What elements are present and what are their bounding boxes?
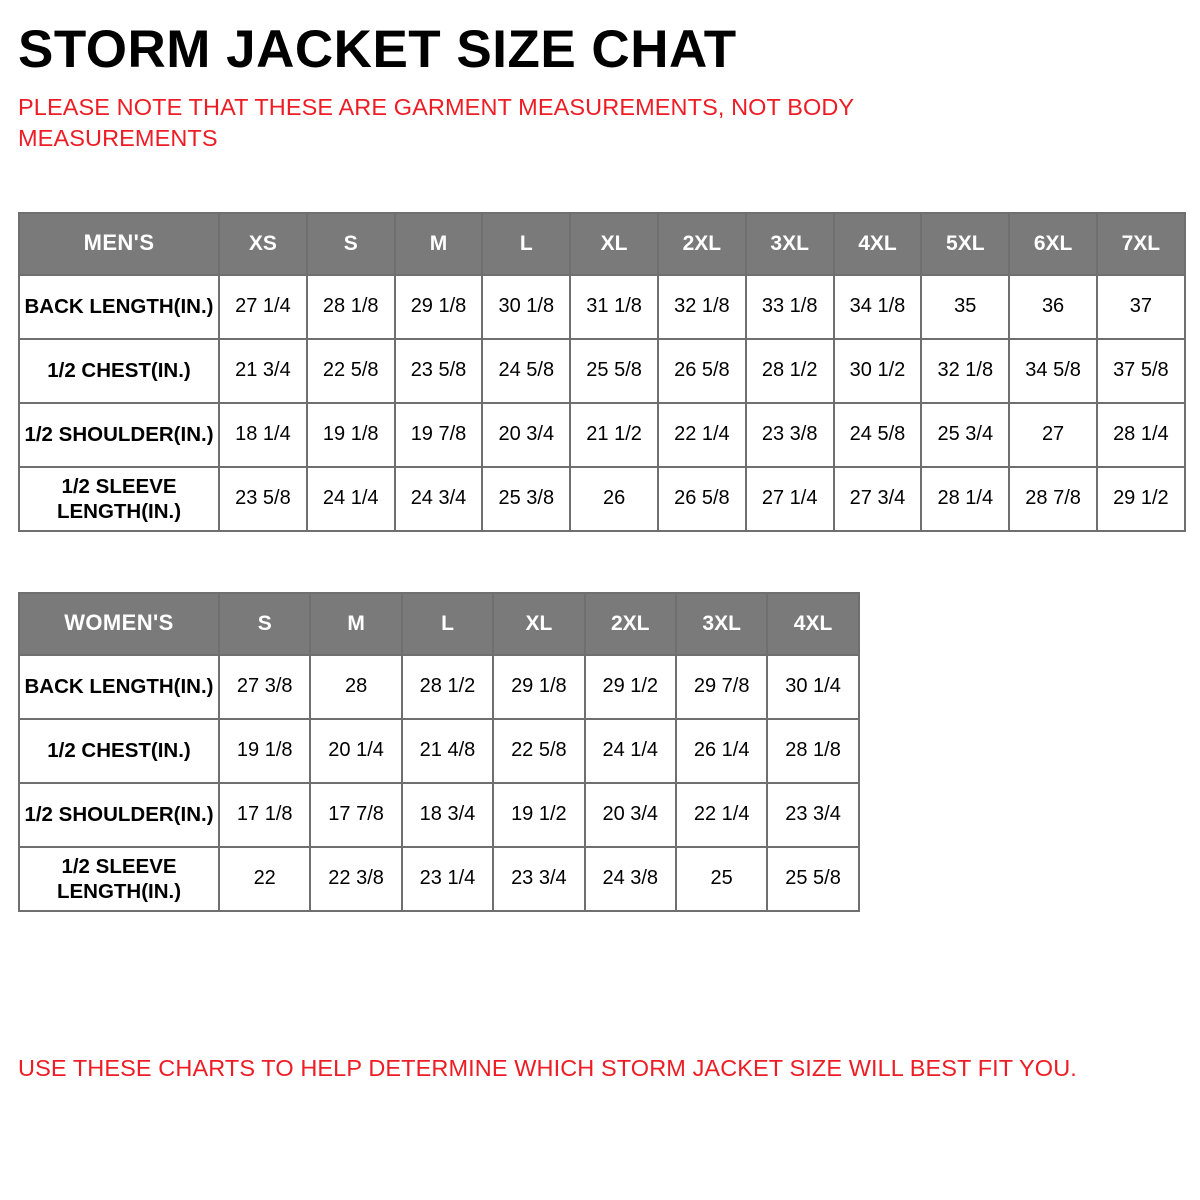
table-cell: 19 1/8 <box>307 403 395 467</box>
mens-table-head <box>19 213 1185 275</box>
womens-size-header-xl: XL <box>493 593 584 655</box>
table-cell: 23 3/4 <box>493 847 584 911</box>
mens-size-header-s: S <box>307 213 395 275</box>
table-cell: 30 1/4 <box>767 655 858 719</box>
womens-size-header-s: S <box>219 593 310 655</box>
mens-size-header-2xl: 2XL <box>658 213 746 275</box>
table-cell: 21 1/2 <box>570 403 658 467</box>
mens-corner-label: MEN'S <box>19 213 219 275</box>
mens-row-label-back-length: BACK LENGTH(IN.) <box>19 275 219 339</box>
mens-size-header-xs: XS <box>219 213 307 275</box>
womens-row-label-half-shoulder: 1/2 SHOULDER(IN.) <box>19 783 219 847</box>
table-row <box>19 403 1185 467</box>
womens-row-label-half-chest: 1/2 CHEST(IN.) <box>19 719 219 783</box>
table-cell: 27 1/4 <box>219 275 307 339</box>
table-cell: 32 1/8 <box>921 339 1009 403</box>
table-cell: 30 1/2 <box>834 339 922 403</box>
womens-size-header-m: M <box>310 593 401 655</box>
mens-size-header-l: L <box>482 213 570 275</box>
footer-note: USE THESE CHARTS TO HELP DETERMINE WHICH STORM JACKET SIZE WILL BEST FIT YOU. <box>18 1055 1077 1081</box>
table-cell: 31 1/8 <box>570 275 658 339</box>
womens-table-container <box>18 592 1182 912</box>
table-cell: 29 7/8 <box>676 655 767 719</box>
table-cell: 30 1/8 <box>482 275 570 339</box>
table-spacer <box>18 532 1182 592</box>
mens-size-header-xl: XL <box>570 213 658 275</box>
table-cell: 26 <box>570 467 658 531</box>
table-cell: 34 1/8 <box>834 275 922 339</box>
womens-size-header-2xl: 2XL <box>585 593 676 655</box>
table-cell: 27 1/4 <box>746 467 834 531</box>
table-cell: 18 3/4 <box>402 783 493 847</box>
table-cell: 19 1/2 <box>493 783 584 847</box>
table-cell: 29 1/8 <box>395 275 483 339</box>
table-cell: 24 3/4 <box>395 467 483 531</box>
mens-size-header-m: M <box>395 213 483 275</box>
table-cell: 23 3/4 <box>767 783 858 847</box>
table-cell: 26 5/8 <box>658 467 746 531</box>
womens-size-header-l: L <box>402 593 493 655</box>
mens-size-header-6xl: 6XL <box>1009 213 1097 275</box>
table-cell: 20 3/4 <box>585 783 676 847</box>
table-cell: 22 1/4 <box>658 403 746 467</box>
table-row <box>19 275 1185 339</box>
table-row <box>19 719 859 783</box>
table-row <box>19 847 859 911</box>
table-cell: 18 1/4 <box>219 403 307 467</box>
table-cell: 34 5/8 <box>1009 339 1097 403</box>
table-cell: 28 <box>310 655 401 719</box>
table-cell: 22 1/4 <box>676 783 767 847</box>
table-row <box>19 339 1185 403</box>
table-cell: 33 1/8 <box>746 275 834 339</box>
table-cell: 26 1/4 <box>676 719 767 783</box>
womens-corner-label: WOMEN'S <box>19 593 219 655</box>
table-cell: 22 5/8 <box>493 719 584 783</box>
table-cell: 25 5/8 <box>767 847 858 911</box>
table-cell: 17 7/8 <box>310 783 401 847</box>
table-cell: 29 1/2 <box>585 655 676 719</box>
table-cell: 20 3/4 <box>482 403 570 467</box>
table-cell: 29 1/2 <box>1097 467 1185 531</box>
table-cell: 27 <box>1009 403 1097 467</box>
mens-table-container <box>18 212 1182 532</box>
table-cell: 21 3/4 <box>219 339 307 403</box>
womens-size-header-3xl: 3XL <box>676 593 767 655</box>
table-cell: 37 5/8 <box>1097 339 1185 403</box>
table-cell: 28 7/8 <box>1009 467 1097 531</box>
table-cell: 21 4/8 <box>402 719 493 783</box>
table-cell: 36 <box>1009 275 1097 339</box>
table-header-row <box>19 593 859 655</box>
measurement-disclaimer: PLEASE NOTE THAT THESE ARE GARMENT MEASUREMENTS, NOT BODY MEASUREMENTS <box>18 93 854 151</box>
table-cell: 25 3/8 <box>482 467 570 531</box>
table-cell: 17 1/8 <box>219 783 310 847</box>
mens-size-table <box>18 212 1186 532</box>
womens-size-table <box>18 592 860 912</box>
mens-row-label-half-sleeve-length: 1/2 SLEEVE LENGTH(IN.) <box>19 467 219 531</box>
mens-row-label-half-shoulder: 1/2 SHOULDER(IN.) <box>19 403 219 467</box>
table-cell: 24 1/4 <box>307 467 395 531</box>
table-cell: 22 5/8 <box>307 339 395 403</box>
table-cell: 28 1/4 <box>921 467 1009 531</box>
table-cell: 25 <box>676 847 767 911</box>
table-cell: 23 3/8 <box>746 403 834 467</box>
table-cell: 19 7/8 <box>395 403 483 467</box>
page-title: STORM JACKET SIZE CHAT <box>18 20 737 79</box>
table-cell: 28 1/8 <box>307 275 395 339</box>
womens-size-header-4xl: 4XL <box>767 593 858 655</box>
table-row <box>19 783 859 847</box>
table-cell: 24 1/4 <box>585 719 676 783</box>
mens-size-header-4xl: 4XL <box>834 213 922 275</box>
table-cell: 26 5/8 <box>658 339 746 403</box>
table-cell: 19 1/8 <box>219 719 310 783</box>
table-cell: 25 5/8 <box>570 339 658 403</box>
womens-table-head <box>19 593 859 655</box>
womens-row-label-half-sleeve-length: 1/2 SLEEVE LENGTH(IN.) <box>19 847 219 911</box>
mens-size-header-5xl: 5XL <box>921 213 1009 275</box>
table-cell: 27 3/8 <box>219 655 310 719</box>
table-cell: 24 5/8 <box>834 403 922 467</box>
table-cell: 32 1/8 <box>658 275 746 339</box>
table-cell: 20 1/4 <box>310 719 401 783</box>
table-row <box>19 655 859 719</box>
table-header-row <box>19 213 1185 275</box>
mens-table-body <box>19 275 1185 531</box>
mens-size-header-7xl: 7XL <box>1097 213 1185 275</box>
mens-size-header-3xl: 3XL <box>746 213 834 275</box>
table-cell: 28 1/8 <box>767 719 858 783</box>
table-cell: 24 5/8 <box>482 339 570 403</box>
mens-row-label-half-chest: 1/2 CHEST(IN.) <box>19 339 219 403</box>
table-cell: 23 5/8 <box>219 467 307 531</box>
table-cell: 24 3/8 <box>585 847 676 911</box>
womens-row-label-back-length: BACK LENGTH(IN.) <box>19 655 219 719</box>
table-cell: 22 3/8 <box>310 847 401 911</box>
table-cell: 27 3/4 <box>834 467 922 531</box>
table-cell: 28 1/2 <box>746 339 834 403</box>
womens-table-body <box>19 655 859 911</box>
table-cell: 28 1/4 <box>1097 403 1185 467</box>
table-cell: 35 <box>921 275 1009 339</box>
table-cell: 25 3/4 <box>921 403 1009 467</box>
table-cell: 29 1/8 <box>493 655 584 719</box>
table-cell: 23 5/8 <box>395 339 483 403</box>
table-cell: 37 <box>1097 275 1185 339</box>
table-cell: 23 1/4 <box>402 847 493 911</box>
table-cell: 22 <box>219 847 310 911</box>
table-row <box>19 467 1185 531</box>
table-cell: 28 1/2 <box>402 655 493 719</box>
